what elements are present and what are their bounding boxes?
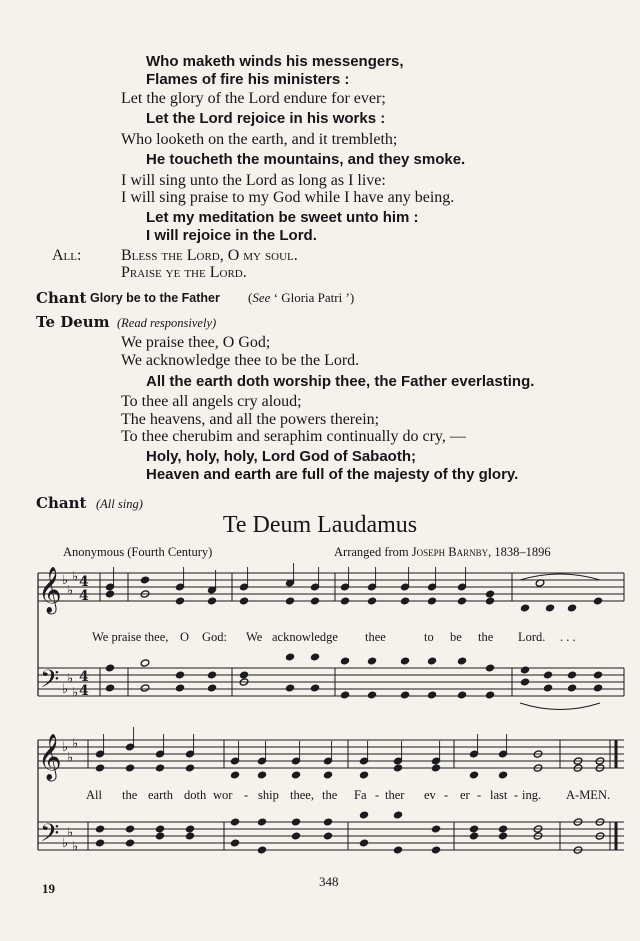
flat-sign: ♭ [72,569,79,585]
flat-sign: ♭ [72,736,79,752]
psalm-line: Who maketh winds his messengers, [146,53,404,70]
notehead [155,825,165,833]
signature-mark: 19 [42,881,55,896]
notehead [310,684,320,692]
lyric: er [460,788,470,802]
psalm-line: I will sing praise to my God while I have any being. [121,189,455,206]
te-deum-instruction: (Read responsively) [117,316,217,330]
notehead [543,684,553,692]
notehead [125,764,135,772]
arranger-dates: 1838–1896 [494,545,551,559]
notehead [427,597,437,605]
notehead [593,684,603,692]
te-deum-heading: Te Deum [36,313,110,331]
flat-sign: ♭ [72,839,79,855]
notehead [125,825,135,833]
notehead [95,825,105,833]
notehead [207,597,217,605]
lyric: - [244,788,249,802]
notehead [485,664,495,672]
notehead [498,771,508,779]
notehead [155,832,165,840]
notehead [285,597,295,605]
lyric: All [86,788,102,802]
all-label: All: [52,247,82,264]
notehead [567,671,577,679]
notehead [95,839,105,847]
notehead [230,839,240,847]
notehead [359,771,369,779]
lyric: We praise thee, [92,630,169,644]
flat-sign: ♭ [67,671,74,687]
lyric: We [246,630,263,644]
lyric: doth [184,788,207,802]
notehead [593,671,603,679]
author-credit: Anonymous (Fourth Century) [63,545,213,559]
lyric: - [514,788,519,802]
chant-text: Glory be to the Father [90,291,220,305]
te-deum-line: The heavens, and all the powers therein; [121,411,380,428]
lyric: ing. [522,788,542,802]
chant-note-ref: ‘ Gloria Patri ’ [273,290,350,305]
te-deum-line: To thee all angels cry aloud; [121,393,302,410]
flat-sign: ♭ [62,740,69,755]
notehead [567,604,577,612]
notehead [291,771,301,779]
psalm-line: Let the glory of the Lord endure for ever; [121,90,386,107]
bass-clef: 𝄢 [40,819,60,854]
lyric: God: [202,630,227,644]
lyric: the [478,630,494,644]
psalm-line: Let the Lord rejoice in his works : [146,110,386,127]
notehead [567,684,577,692]
notehead [520,678,530,686]
lyric: ther [385,788,405,802]
notehead [498,825,508,833]
treble-clef: 𝄞 [38,567,62,613]
notehead [185,832,195,840]
arranger-credit: Arranged from Joseph Barnby, 1838–1896 [334,545,551,559]
lyric: acknowledge [272,630,338,644]
notehead [125,839,135,847]
page-number: 348 [319,874,339,889]
notehead [140,659,150,667]
notehead [323,832,333,840]
chant-note: (See ‘ Gloria Patri ’) [248,290,355,305]
notehead [431,764,441,772]
notehead [239,671,249,679]
notehead [469,771,479,779]
notehead [427,657,437,665]
notehead [175,597,185,605]
notehead [593,597,603,605]
notehead [257,846,267,854]
lyric: ship [258,788,279,802]
notehead [323,771,333,779]
notehead [291,832,301,840]
psalm-line: Flames of fire his ministers : [146,71,350,88]
te-deum-line: We acknowledge thee to be the Lord. [121,352,360,369]
notehead [140,576,150,584]
lyric: - [477,788,482,802]
notehead [469,825,479,833]
notehead [105,664,115,672]
time-signature: 4 [79,683,89,699]
lyric: - [375,788,380,802]
notehead [457,691,467,699]
flat-sign: ♭ [62,682,69,697]
notehead [367,691,377,699]
flat-sign: ♭ [67,825,74,841]
arranger-name: Joseph Barnby [411,545,489,559]
notehead [207,684,217,692]
notehead [545,604,555,612]
time-signature: 4 [79,574,89,590]
notehead [310,597,320,605]
lyric: wor [213,788,233,802]
notehead [400,657,410,665]
te-deum-line: Heaven and earth are full of the majesty of thy glory. [146,466,519,483]
notehead [359,811,369,819]
notehead [359,839,369,847]
notehead [457,597,467,605]
notehead [207,671,217,679]
lyric: Lord. [518,630,546,644]
lyric: be [450,630,462,644]
notehead [485,691,495,699]
notehead [393,846,403,854]
lyric: to [424,630,434,644]
notehead [393,811,403,819]
notehead [185,764,195,772]
notehead [239,597,249,605]
notehead [340,597,350,605]
notehead [485,597,495,605]
notehead [185,825,195,833]
notehead [105,590,115,598]
chant-instruction: (All sing) [96,497,143,511]
notehead [431,846,441,854]
bass-clef: 𝄢 [40,665,60,700]
flat-sign: ♭ [62,836,69,851]
lyric: thee [365,630,386,644]
notehead [367,597,377,605]
flat-sign: ♭ [67,750,74,766]
chant-note-see: See [252,290,271,305]
notehead [310,653,320,661]
lyric: Fa [354,788,367,802]
notehead [393,764,403,772]
notehead [105,684,115,692]
lyric: A-MEN. [566,788,611,802]
arranger-prefix: Arranged from [334,545,409,559]
flat-sign: ♭ [67,583,74,599]
notehead [469,832,479,840]
notehead [400,691,410,699]
notehead [257,818,267,826]
lyrics-system-1 [0,630,640,646]
flat-sign: ♭ [62,573,69,588]
notehead [520,666,530,674]
notehead [498,832,508,840]
treble-clef: 𝄞 [38,734,62,780]
lyric: last [490,788,508,802]
chant-heading: Chant [36,289,87,307]
notehead [431,825,441,833]
lyric: thee, [290,788,314,802]
lyric: ev [424,788,436,802]
all-line: Bless the Lord, O my soul. [121,247,298,264]
te-deum-line: We praise thee, O God; [121,334,271,351]
notehead [285,653,295,661]
notehead [230,818,240,826]
psalm-line: Who looketh on the earth, and it trembleth; [121,131,398,148]
slur [520,703,600,710]
notehead [485,590,495,598]
notehead [230,771,240,779]
time-signature: 4 [79,669,89,685]
notehead [175,671,185,679]
flat-sign: ♭ [72,685,79,701]
notehead [291,818,301,826]
psalm-line: I will sing unto the Lord as long as I live: [121,172,386,189]
notehead [340,691,350,699]
psalm-line: I will rejoice in the Lord. [146,227,317,244]
all-line: Praise ye the Lord. [121,264,247,281]
lyric: - [444,788,449,802]
notehead [520,604,530,612]
notehead [155,764,165,772]
lyric: earth [148,788,173,802]
lyric: the [122,788,138,802]
slur [520,574,600,580]
notehead [285,684,295,692]
notehead [367,657,377,665]
notehead [457,657,467,665]
te-deum-line: All the earth doth worship thee, the Father everlasting. [146,373,535,390]
notehead [175,684,185,692]
notehead [323,818,333,826]
notehead [543,671,553,679]
lyric: . . . [560,630,576,644]
notehead [95,764,105,772]
psalm-line: He toucheth the mountains, and they smoke. [146,151,466,168]
hymn-title: Te Deum Laudamus [222,512,418,538]
notehead [400,597,410,605]
notehead [257,771,267,779]
time-signature: 4 [79,588,89,604]
notehead [340,657,350,665]
lyrics-system-2 [0,788,640,804]
chant-heading: Chant [36,494,87,512]
notehead [427,691,437,699]
te-deum-line: Holy, holy, holy, Lord God of Sabaoth; [146,448,416,465]
lyric: O [180,630,190,644]
lyric: the [322,788,338,802]
te-deum-line: To thee cherubim and seraphim continually do cry, — [121,428,466,445]
psalm-line: Let my meditation be sweet unto him : [146,209,419,226]
notehead [140,684,150,692]
